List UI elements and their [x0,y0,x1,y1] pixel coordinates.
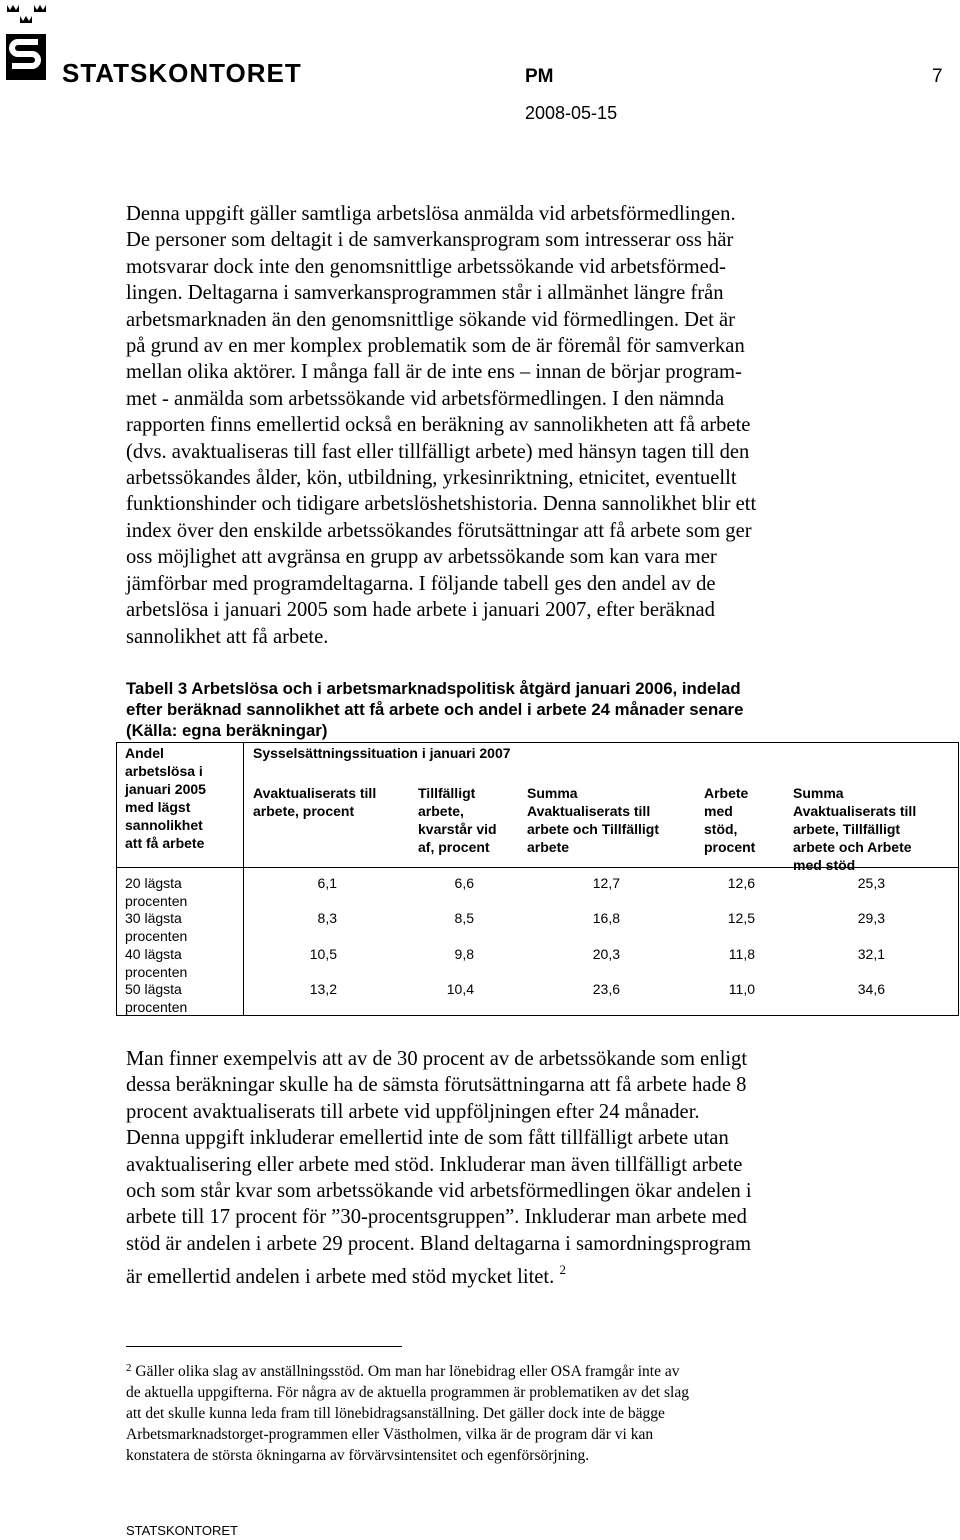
footnote-line: de aktuella uppgifterna. För några av de aktuella programmen är problematiken av det slag [126,1384,689,1401]
header-line: sannolikhet [125,817,203,833]
table-cell: 25,3 [857,875,885,891]
header-line: arbete, procent [253,803,355,819]
table-cell: 6,1 [317,875,337,891]
text-line: avaktualisering eller arbete med stöd. Inkluderar man även tillfälligt arbete [126,1153,743,1176]
text-line: arbetslösa i januari 2005 som hade arbete i januari 2007, efter beräknad [126,599,715,622]
text-line: met - anmälda som arbetssökande vid arbetsförmedlingen. I den nämnda [126,387,725,410]
header-line: Tillfälligt [418,785,476,801]
column-header-arbete-med-stod [704,784,755,856]
brand-name: STATSKONTORET [62,58,302,88]
caption-line: (Källa: egna beräkningar) [126,721,328,740]
table-cell: 20,3 [592,946,620,962]
text-line: dessa beräkningar skulle ha de sämsta förutsättningarna att få arbete hade 8 [126,1074,747,1097]
header-line: att få arbete [125,835,205,851]
table-row-label [125,945,187,981]
header-line: med lägst [125,799,191,815]
text-line: Denna uppgift gäller samtliga arbetslösa anmälda vid arbetsförmedlingen. [126,203,736,225]
label-line: procenten [125,964,188,980]
table-cell: 16,8 [592,910,620,926]
text-line: Denna uppgift inkluderar emellertid inte de som fått tillfälligt arbete utan [126,1127,729,1150]
header-line: arbete, Tillfälligt [793,821,901,837]
footnote-line: konstatera de största ökningarna av förvärvsintensitet och egenförsörjning. [126,1447,590,1464]
column-header-tillfalligt [418,784,497,856]
table-caption [126,678,743,741]
footnote-reference[interactable]: 2 [559,1262,566,1278]
header-line: Avaktualiserats till [253,785,377,801]
column-header-summa-2 [793,784,916,874]
table-cell: 10,5 [309,946,337,962]
header-line: arbete och Arbete [793,839,912,855]
text-line: rapporten finns emellertid också en beräkning av sannolikheten att få arbete [126,414,751,437]
body-paragraph-2 [126,1046,846,1291]
table-cell: 8,3 [317,910,337,926]
text-line: Man finner exempelvis att av de 30 procent av de arbetssökande som enligt [126,1048,748,1070]
text-line: procent avaktualiserats till arbete vid uppföljningen efter 24 månader. [126,1100,700,1123]
label-line: 50 lägsta [125,981,182,997]
header-line: stöd, [704,821,738,837]
text-line: arbetssökandes ålder, kön, utbildning, yrkesinriktning, etnicitet, eventuellt [126,467,737,490]
table-cell: 23,6 [592,981,620,997]
text-line: stöd är andelen i arbete 29 procent. Bland deltagarna i samordningsprogram [126,1232,752,1255]
text-line: på grund av en mer komplex problematik som de är föremål för samverkan [126,335,745,358]
caption-line: efter beräknad sannolikhet att få arbete och andel i arbete 24 månader senare [126,700,744,719]
header-line: af, procent [418,839,490,855]
footnote-marker: 2 [126,1362,132,1374]
table-cell: 11,8 [728,946,755,962]
table-row-label [125,909,187,945]
caption-line: Tabell 3 Arbetslösa och i arbetsmarknadspolitisk åtgärd januari 2006, indelad [126,679,741,698]
column-header-avaktualiserats [253,784,376,820]
text-line: index över den enskilde arbetssökandes förutsättningar att få arbete som ger [126,519,752,542]
text-line: sannolikhet att få arbete. [126,625,329,648]
footnote-line: Arbetsmarknadstorget-programmen eller Västholmen, vilka är de program där vi kan [126,1426,654,1443]
page-footer: STATSKONTORET [126,1523,238,1538]
page-number: 7 [932,66,943,87]
text-line [126,1257,846,1290]
column-header-summa-1 [527,784,659,856]
table-cell: 11,0 [728,981,755,997]
text-line: De personer som deltagit i de samverkansprogram som intresserar oss här [126,229,734,252]
header-line: Andel [125,745,164,761]
table-cell: 12,5 [727,910,755,926]
row-header-title [125,744,206,852]
label-line: 20 lägsta [125,875,182,891]
header-line: arbete, [418,803,464,819]
text-line: arbete till 17 procent för ”30-procentsgruppen”. Inkluderar man arbete med [126,1206,747,1229]
text-line: (dvs. avaktualiseras till fast eller tillfälligt arbete) med hänsyn tagen till den [126,440,750,463]
label-line: procenten [125,999,188,1015]
footnote-text: Gäller olika slag av anställningsstöd. Om man har lönebidrag eller OSA framgår inte av [131,1363,680,1380]
label-line: 40 lägsta [125,946,182,962]
table-cell: 12,6 [727,875,755,891]
table-cell: 6,6 [454,875,474,891]
statskontoret-logo-icon [4,2,48,82]
header-line: januari 2005 [125,781,206,797]
table-cell: 13,2 [309,981,337,997]
header-line: arbetslösa i [125,763,203,779]
footnote-line: att det skulle kunna leda fram till lönebidragsanställning. Det gäller dock inte de bägge [126,1405,665,1422]
footnote-separator [126,1346,402,1347]
document-date: 2008-05-15 [525,103,618,123]
header-line: arbete [527,839,570,855]
table-row-label [125,980,187,1016]
header-line: med [704,803,733,819]
header-line: Avaktualiserats till [793,803,917,819]
text-line: motsvarar dock inte den genomsnittlige arbetssökande vid arbetsförmed- [126,255,726,278]
header-line: arbete och Tillfälligt [527,821,659,837]
table-cell: 34,6 [857,981,885,997]
data-table [116,742,959,1016]
column-group-header: Sysselsättningssituation i januari 2007 [253,745,511,761]
header-line: Avaktualiserats till [527,803,651,819]
text-line: lingen. Deltagarna i samverkansprogrammen står i allmänhet längre från [126,282,724,305]
label-line: procenten [125,893,188,909]
text-line: funktionshinder och tidigare arbetslöshetshistoria. Denna sannolikhet blir ett [126,493,757,516]
table-cell: 29,3 [857,910,885,926]
header-line: Summa [527,785,578,801]
text-line: jämförbar med programdeltagarna. I följande tabell ges den andel av de [126,572,716,595]
header-line: med stöd [793,857,856,873]
table-cell: 9,8 [454,946,474,962]
footnote-line [126,1358,689,1382]
table-divider-vertical [243,743,244,1015]
table-cell: 8,5 [454,910,474,926]
footnote [126,1358,689,1466]
header-line: kvarstår vid [418,821,497,837]
header-line: Summa [793,785,844,801]
text-line: arbetsmarknaden än den genomsnittlige sökande vid förmedlingen. Det är [126,308,736,331]
label-line: procenten [125,928,188,944]
table-row-label [125,874,187,910]
header-line: procent [704,839,756,855]
table-cell: 12,7 [592,875,620,891]
header-line: Arbete [704,785,749,801]
text-line-content: är emellertid andelen i arbete med stöd mycket litet. [126,1266,555,1289]
text-line: oss möjlighet att avgränsa en grupp av arbetssökande som kan vara mer [126,546,717,569]
label-line: 30 lägsta [125,910,182,926]
text-line: och som står kvar som arbetssökande vid arbetsförmedlingen ökar andelen i [126,1180,752,1203]
table-cell: 10,4 [446,981,474,997]
table-cell: 32,1 [857,946,885,962]
body-paragraph-1 [126,201,846,650]
text-line: mellan olika aktörer. I många fall är de inte ens – innan de börjar program- [126,361,742,384]
document-type: PM [525,66,554,87]
